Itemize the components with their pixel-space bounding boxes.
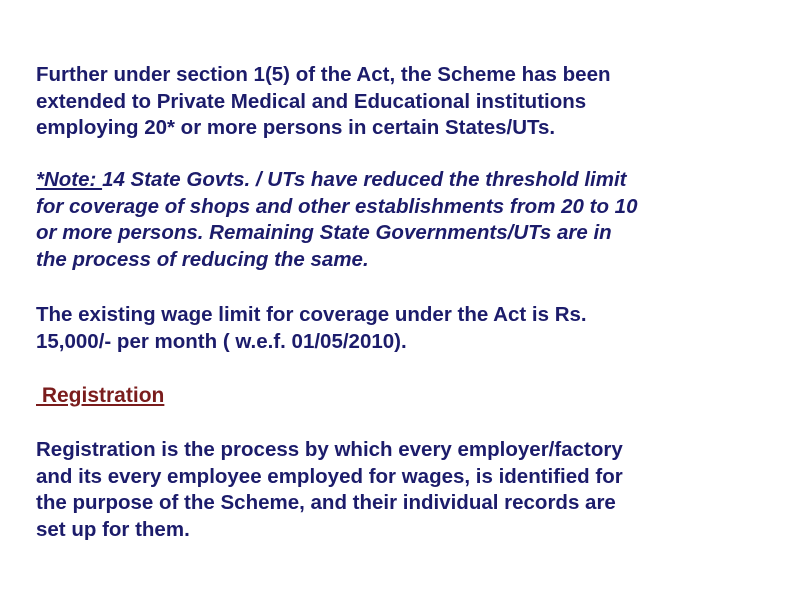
- text-line: The existing wage limit for coverage under the Act is Rs.: [36, 303, 587, 326]
- text-line: and its every employee employed for wages, is identified for: [36, 464, 623, 488]
- note-label: *Note:: [36, 168, 103, 191]
- wage-limit-paragraph: [36, 302, 776, 355]
- threshold-note-paragraph: [36, 167, 776, 273]
- text-line: set up for them.: [36, 517, 190, 541]
- text-line: extended to Private Medical and Educational institutions: [36, 89, 587, 113]
- text-line: the process of reducing the same.: [36, 247, 369, 271]
- text-line: or more persons. Remaining State Governments/UTs are in: [36, 221, 612, 244]
- text-line: for coverage of shops and other establishments from 20 to 10: [36, 194, 638, 218]
- coverage-extension-paragraph: [36, 62, 776, 142]
- text-line: the purpose of the Scheme, and their individual records are: [36, 491, 616, 514]
- text-line: Registration is the process by which every employer/factory: [36, 438, 623, 461]
- registration-heading: Registration: [36, 384, 165, 407]
- text-line: 15,000/- per month ( w.e.f. 01/05/2010).: [36, 329, 407, 353]
- text-line: Further under section 1(5) of the Act, the Scheme has been: [36, 63, 611, 86]
- text-line: [36, 167, 776, 194]
- registration-paragraph: [36, 437, 776, 543]
- text-line: employing 20* or more persons in certain States/UTs.: [36, 116, 556, 139]
- note-text: 14 State Govts. / UTs have reduced the threshold limit: [102, 168, 627, 191]
